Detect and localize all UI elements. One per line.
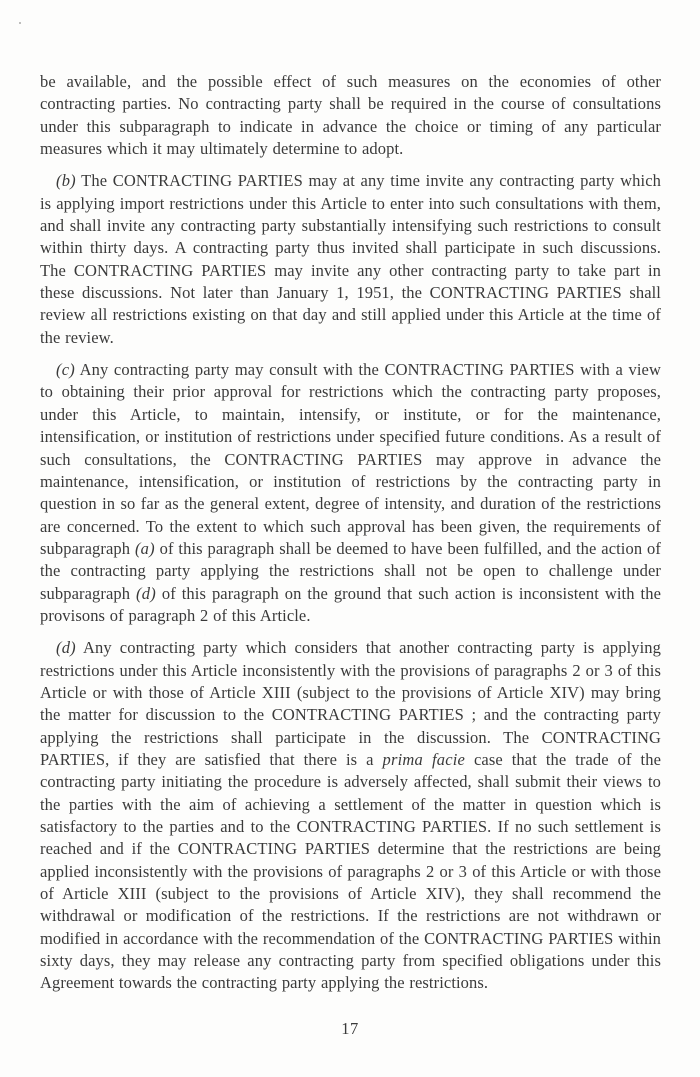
page-number: 17 xyxy=(341,1019,359,1038)
paragraph-b: (b) The CONTRACTING PARTIES may at any time invite any contracting party which is applying import restrictions under this Article to enter into such consultations with them, and shall invite any contracting party substantially intensifying such restrictions to consult within thirty days. A contracting party thus invited shall participate in such discussions. The CONTRACTING PARTIES may invite any other contracting party to take part in these discussions. Not later than January 1, 1951, the CONTRACTING PARTIES shall review all restrictions existing on that day and still applied under this Article at the time of the review. xyxy=(40,171,661,347)
paragraph-d: (d) Any contracting party which considers that another contracting party is applying restrictions under this Article inconsistently with the provisions of paragraphs 2 or 3 of this Article or with those of Article XIII (subject to the provisions of Article XIV) may bring the matter for discussion to the CONTRACTING PARTIES ; and the contracting party applying the restrictions shall participate in the discussion. The CONTRACTING PARTIES, if they are satisfied that there is a prima facie case that the trade of the contracting party initiating the procedure is adversely affected, shall submit their views to the parties with the aim of achieving a settlement of the matter in question which is satisfactory to the parties and to the CONTRACTING PARTIES. If no such settlement is reached and if the CONTRACTING PARTIES determine that the restrictions are being applied inconsistently with the provisions of paragraphs 2 or 3 of this Article or with those of Article XIII (subject to the provisions of Article XIV), they shall recommend the withdrawal or modification of the restrictions. If the restrictions are not withdrawn or modified in accordance with the recommendation of the CONTRACTING PARTIES within sixty days, they may release any contracting party from specified obligations under this Agreement towards the contracting party applying the restrictions. xyxy=(40,638,662,993)
text-block xyxy=(40,71,661,995)
scan-speck xyxy=(19,22,21,24)
paragraph-a-continuation: be available, and the possible effect of such measures on the economies of other contracting parties. No contracting party shall be required in the course of consultations under this subparagraph to indicate in advance the choice or timing of any particular measures which it may ultimately determine to adopt. xyxy=(40,72,661,159)
paragraph-c: (c) Any contracting party may consult with the CONTRACTING PARTIES with a view to obtaining their prior approval for restrictions which the contracting party proposes, under this Article, to maintain, intensify, or institute, or for the maintenance, intensification, or institution of restrictions under specified future conditions. As a result of such consultations, the CONTRACTING PARTIES may approve in advance the maintenance, intensification, or institution of restrictions by the contracting party in question in so far as the general extent, degree of intensity, and duration of the restrictions are concerned. To the extent to which such approval has been given, the requirements of subparagraph (a) of this paragraph shall be deemed to have been fulfilled, and the action of the contracting party applying the restrictions shall not be open to challenge under subparagraph (d) of this paragraph on the ground that such action is inconsistent with the provisons of paragraph 2 of this Article. xyxy=(40,360,661,625)
